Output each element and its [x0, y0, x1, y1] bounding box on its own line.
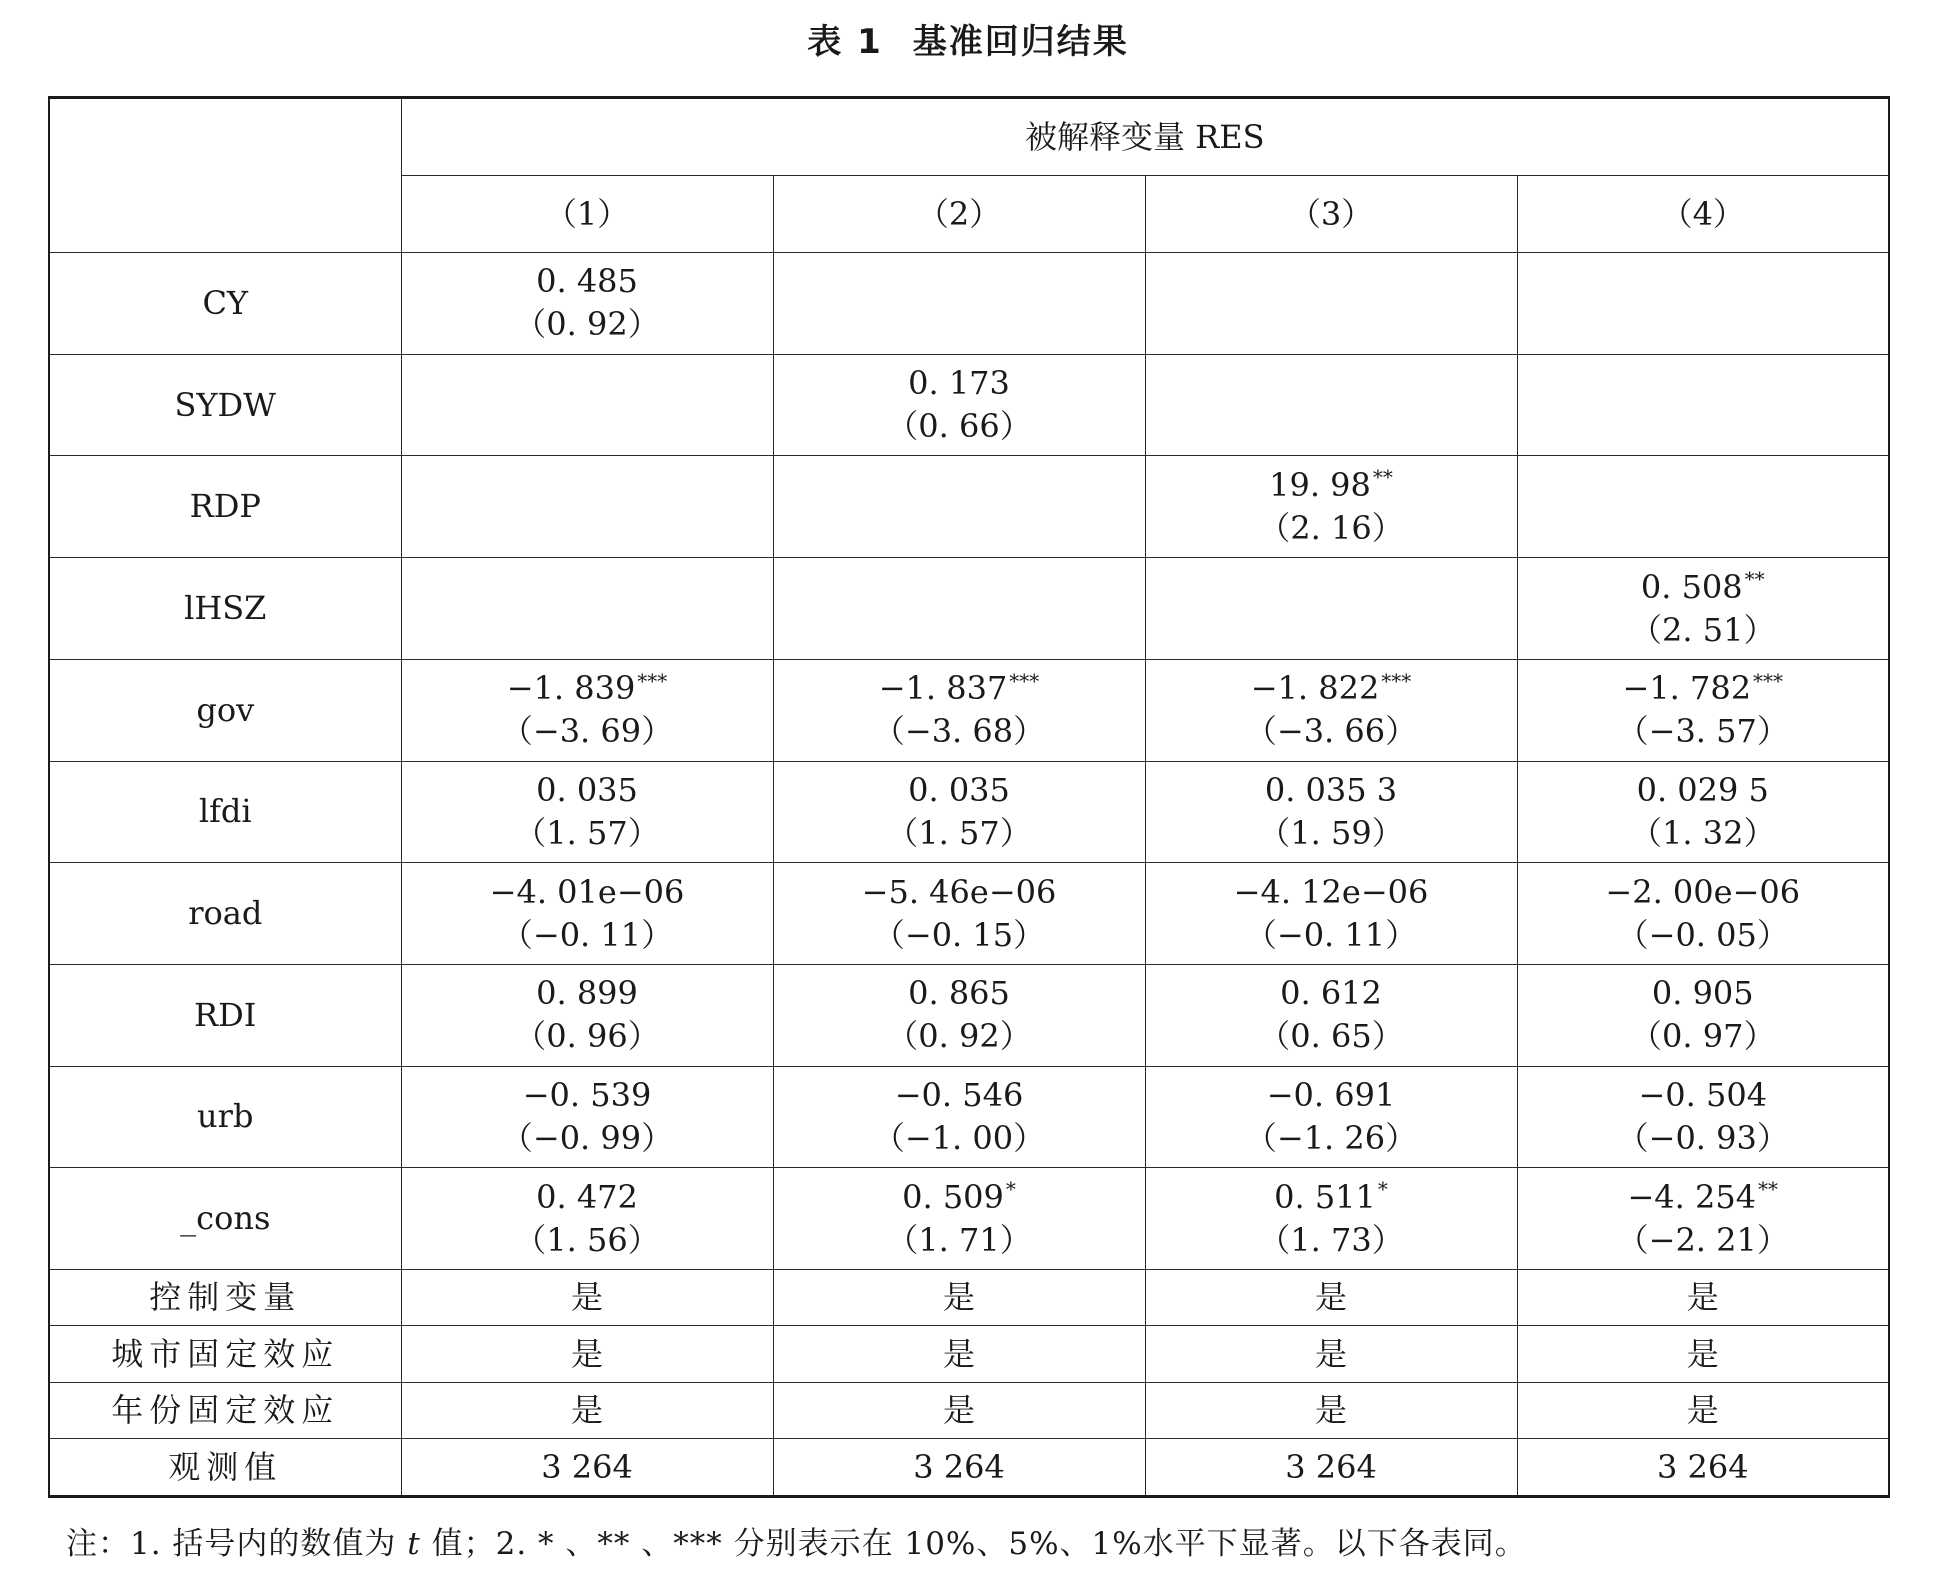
coefficient-line — [402, 1176, 773, 1219]
t-value: （−0. 11） — [1244, 915, 1418, 954]
coefficient-line — [402, 871, 773, 914]
coefficient-cell — [773, 761, 1145, 863]
coefficient-value: −4. 01e−06 — [489, 872, 685, 911]
coefficient-line — [1146, 1074, 1517, 1117]
coefficient-cell — [1517, 761, 1889, 863]
t-value: （1. 59） — [1258, 813, 1404, 852]
coefficient-cell — [1517, 1066, 1889, 1168]
variable-label: _cons — [49, 1168, 401, 1270]
fixed-effect-value: 是 — [1145, 1326, 1517, 1382]
coefficient-value: 0. 509 — [902, 1177, 1004, 1216]
fixed-effect-row — [49, 1269, 1889, 1325]
header-corner-cell — [49, 98, 401, 253]
variable-label: road — [49, 863, 401, 965]
significance-stars: *** — [1381, 668, 1412, 693]
dependent-variable-header: 被解释变量 RES — [401, 98, 1889, 176]
t-value: （−3. 66） — [1244, 712, 1418, 751]
significance-stars: *** — [1753, 668, 1784, 693]
t-value: （−3. 68） — [872, 712, 1046, 751]
t-value: （−1. 26） — [1244, 1118, 1418, 1157]
t-value: （2. 16） — [1258, 508, 1404, 547]
fixed-effect-value: 是 — [401, 1269, 773, 1325]
fixed-effect-value: 是 — [1145, 1269, 1517, 1325]
coefficient-value: 0. 029 5 — [1636, 770, 1769, 809]
coefficient-value: 0. 485 — [536, 262, 638, 301]
variable-label: urb — [49, 1066, 401, 1168]
coefficient-cell — [1145, 863, 1517, 965]
coefficient-value: 0. 865 — [908, 974, 1010, 1013]
observations-label: 观测值 — [49, 1439, 401, 1497]
significance-stars: ** — [1372, 465, 1393, 490]
observations-value: 3 264 — [773, 1439, 1145, 1497]
coefficient-cell — [401, 1168, 773, 1270]
coefficient-value: 0. 899 — [536, 974, 638, 1013]
t-value: （0. 66） — [886, 407, 1032, 446]
coefficient-cell — [1145, 1168, 1517, 1270]
coefficient-line — [1146, 1176, 1517, 1219]
coefficient-line — [1146, 972, 1517, 1015]
coefficient-cell — [401, 761, 773, 863]
coefficient-cell — [1145, 354, 1517, 456]
coefficient-value: 0. 035 — [908, 770, 1010, 809]
t-value: （0. 92） — [514, 305, 660, 344]
significance-stars: *** — [637, 668, 668, 693]
coefficient-cell — [401, 354, 773, 456]
t-value: （−3. 57） — [1616, 712, 1789, 751]
coefficient-line — [1518, 1176, 1889, 1219]
t-value: （1. 71） — [886, 1220, 1032, 1259]
table-row — [49, 354, 1889, 456]
table-row — [49, 1066, 1889, 1168]
table-row — [49, 659, 1889, 761]
coefficient-value: −4. 12e−06 — [1233, 872, 1429, 911]
table-row — [49, 558, 1889, 660]
coefficient-cell — [401, 659, 773, 761]
coefficient-line — [774, 769, 1145, 812]
table-caption: 基准回归结果 — [912, 22, 1129, 62]
significance-stars: ** — [1744, 566, 1765, 591]
note-t-symbol: t — [407, 1526, 421, 1562]
coefficient-cell — [1517, 1168, 1889, 1270]
coefficient-cell — [1517, 863, 1889, 965]
coefficient-cell — [401, 1066, 773, 1168]
observations-row — [49, 1439, 1889, 1497]
table-title — [0, 16, 1936, 68]
table-row — [49, 253, 1889, 355]
coefficient-line — [1518, 871, 1889, 914]
coefficient-cell — [1517, 253, 1889, 355]
fixed-effect-value: 是 — [773, 1326, 1145, 1382]
coefficient-line — [774, 1176, 1145, 1219]
coefficient-value: 0. 508 — [1640, 567, 1743, 606]
column-header: （4） — [1517, 176, 1889, 253]
fixed-effect-value: 是 — [1517, 1269, 1889, 1325]
t-value: （1. 73） — [1258, 1220, 1404, 1259]
coefficient-line — [402, 260, 773, 303]
coefficient-line — [402, 972, 773, 1015]
fixed-effect-value: 是 — [1145, 1382, 1517, 1438]
fixed-effect-value: 是 — [773, 1382, 1145, 1438]
note-prefix: 注：1. 括号内的数值为 — [66, 1526, 408, 1562]
fixed-effect-value: 是 — [773, 1269, 1145, 1325]
t-value: （−2. 21） — [1616, 1220, 1789, 1259]
significance-stars: *** — [1009, 668, 1040, 693]
t-value: （−0. 11） — [500, 915, 674, 954]
coefficient-value: −0. 691 — [1266, 1075, 1396, 1114]
table-row — [49, 863, 1889, 965]
coefficient-cell — [773, 558, 1145, 660]
coefficient-cell — [1145, 659, 1517, 761]
coefficient-cell — [401, 964, 773, 1066]
fixed-effect-value: 是 — [1517, 1382, 1889, 1438]
coefficient-cell — [773, 456, 1145, 558]
t-value: （1. 57） — [514, 813, 660, 852]
coefficient-cell — [1517, 354, 1889, 456]
coefficient-value: −2. 00e−06 — [1605, 872, 1801, 911]
table-number: 表 1 — [807, 22, 883, 62]
coefficient-line — [774, 667, 1145, 710]
table-note — [66, 1522, 1527, 1566]
coefficient-line — [1146, 769, 1517, 812]
table-row — [49, 456, 1889, 558]
coefficient-line — [774, 871, 1145, 914]
coefficient-cell — [773, 964, 1145, 1066]
variable-label: lHSZ — [49, 558, 401, 660]
coefficient-value: −1. 837 — [878, 669, 1008, 708]
coefficient-cell — [773, 253, 1145, 355]
observations-value: 3 264 — [1517, 1439, 1889, 1497]
coefficient-cell — [1517, 659, 1889, 761]
coefficient-value: −0. 539 — [522, 1075, 652, 1114]
variable-label: RDP — [49, 456, 401, 558]
variable-label: gov — [49, 659, 401, 761]
coefficient-cell — [1145, 761, 1517, 863]
table-row — [49, 1168, 1889, 1270]
observations-value: 3 264 — [401, 1439, 773, 1497]
t-value: （2. 51） — [1630, 610, 1776, 649]
coefficient-line — [402, 667, 773, 710]
fixed-effect-value: 是 — [401, 1326, 773, 1382]
coefficient-value: 0. 612 — [1280, 974, 1382, 1013]
coefficient-line — [1518, 972, 1889, 1015]
coefficient-line — [402, 1074, 773, 1117]
variable-label: CY — [49, 253, 401, 355]
t-value: （−1. 00） — [872, 1118, 1046, 1157]
fixed-effect-value: 是 — [401, 1382, 773, 1438]
header-row-group — [49, 98, 1889, 176]
coefficient-value: 0. 173 — [908, 364, 1010, 403]
coefficient-cell — [773, 354, 1145, 456]
coefficient-line — [1146, 667, 1517, 710]
coefficient-line — [774, 1074, 1145, 1117]
coefficient-value: 0. 905 — [1651, 974, 1754, 1013]
coefficient-value: −1. 782 — [1622, 669, 1752, 708]
fixed-effect-row — [49, 1326, 1889, 1382]
coefficient-cell — [1145, 558, 1517, 660]
regression-table — [48, 96, 1890, 1498]
coefficient-cell — [773, 1168, 1145, 1270]
variable-label: RDI — [49, 964, 401, 1066]
coefficient-value: −5. 46e−06 — [861, 872, 1057, 911]
coefficient-cell — [401, 253, 773, 355]
fixed-effect-label: 控制变量 — [49, 1269, 401, 1325]
coefficient-value: 0. 472 — [536, 1177, 638, 1216]
coefficient-cell — [401, 863, 773, 965]
coefficient-cell — [1145, 964, 1517, 1066]
t-value: （−3. 69） — [500, 712, 674, 751]
coefficient-line — [1146, 871, 1517, 914]
coefficient-cell — [1517, 456, 1889, 558]
t-value: （1. 57） — [886, 813, 1032, 852]
t-value: （−0. 93） — [1616, 1118, 1789, 1157]
coefficient-line — [1518, 1074, 1889, 1117]
note-suffix: 值；2. * 、** 、*** 分别表示在 10%、5%、1%水平下显著。以下各表同。 — [420, 1526, 1527, 1562]
table-row — [49, 964, 1889, 1066]
fixed-effect-value: 是 — [1517, 1326, 1889, 1382]
coefficient-value: −1. 839 — [506, 669, 636, 708]
coefficient-line — [1518, 667, 1889, 710]
coefficient-value: 0. 035 3 — [1264, 770, 1398, 809]
column-header: （1） — [401, 176, 773, 253]
coefficient-cell — [1145, 1066, 1517, 1168]
t-value: （−0. 99） — [500, 1118, 674, 1157]
significance-stars: * — [1377, 1176, 1388, 1201]
significance-stars: * — [1005, 1176, 1016, 1201]
coefficient-line — [1518, 769, 1889, 812]
t-value: （−0. 15） — [872, 915, 1046, 954]
coefficient-value: 0. 511 — [1274, 1177, 1376, 1216]
observations-value: 3 264 — [1145, 1439, 1517, 1497]
coefficient-cell — [1517, 964, 1889, 1066]
significance-stars: ** — [1758, 1176, 1779, 1201]
coefficient-value: 19. 98 — [1269, 465, 1371, 504]
coefficient-cell — [773, 863, 1145, 965]
t-value: （0. 92） — [886, 1017, 1032, 1056]
coefficient-line — [402, 769, 773, 812]
coefficient-cell — [1145, 456, 1517, 558]
coefficient-cell — [773, 659, 1145, 761]
table-row — [49, 761, 1889, 863]
fixed-effect-label: 年份固定效应 — [49, 1382, 401, 1438]
coefficient-cell — [401, 558, 773, 660]
t-value: （0. 65） — [1258, 1017, 1404, 1056]
column-header: （2） — [773, 176, 1145, 253]
coefficient-line — [774, 362, 1145, 405]
variable-label: SYDW — [49, 354, 401, 456]
coefficient-line — [1146, 464, 1517, 507]
t-value: （0. 97） — [1630, 1017, 1776, 1056]
t-value: （1. 32） — [1630, 813, 1776, 852]
fixed-effect-label: 城市固定效应 — [49, 1326, 401, 1382]
coefficient-line — [1518, 566, 1889, 609]
coefficient-value: −1. 822 — [1250, 669, 1380, 708]
t-value: （0. 96） — [514, 1017, 660, 1056]
coefficient-value: −4. 254 — [1627, 1177, 1757, 1216]
t-value: （−0. 05） — [1616, 915, 1789, 954]
coefficient-cell — [401, 456, 773, 558]
column-header: （3） — [1145, 176, 1517, 253]
coefficient-value: −0. 546 — [894, 1075, 1024, 1114]
coefficient-value: 0. 035 — [536, 770, 638, 809]
coefficient-cell — [1145, 253, 1517, 355]
coefficient-value: −0. 504 — [1638, 1075, 1768, 1114]
coefficient-cell — [773, 1066, 1145, 1168]
variable-label: lfdi — [49, 761, 401, 863]
coefficient-line — [774, 972, 1145, 1015]
t-value: （1. 56） — [514, 1220, 660, 1259]
coefficient-cell — [1517, 558, 1889, 660]
fixed-effect-row — [49, 1382, 1889, 1438]
